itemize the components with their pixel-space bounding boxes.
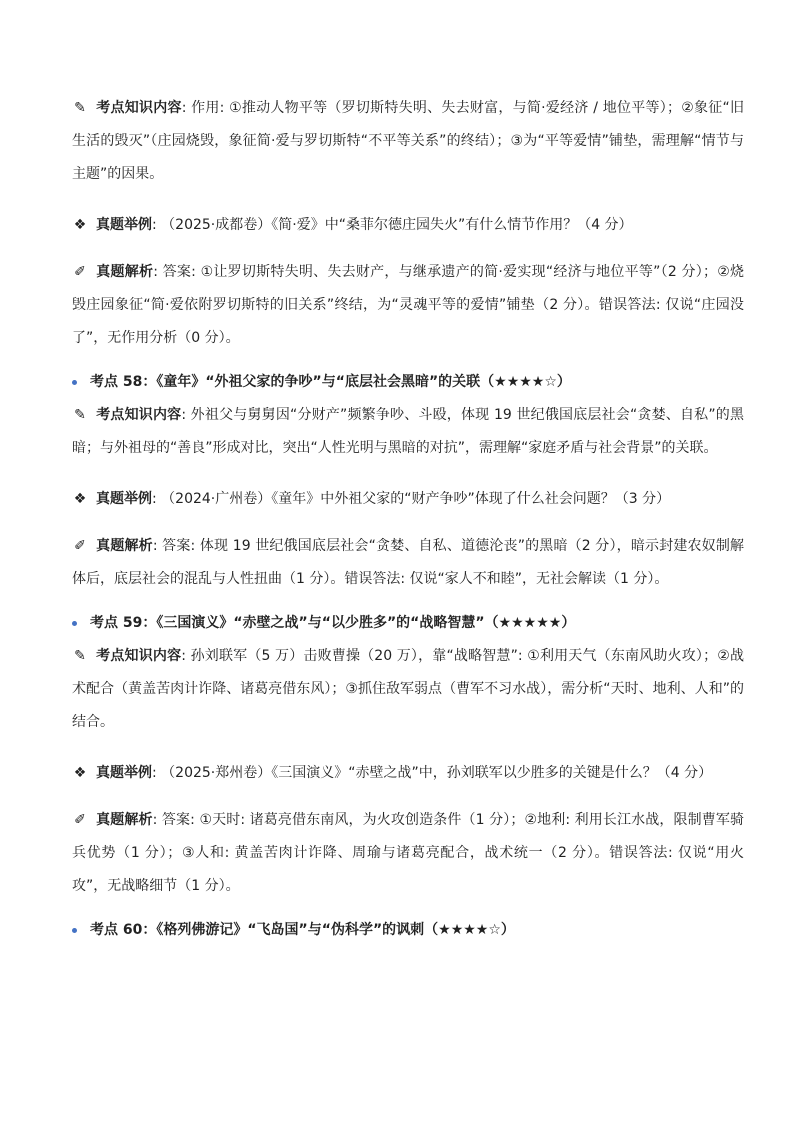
example-label: 真题举例 [96,491,152,507]
pencil-icon: ✎ [74,100,86,116]
analysis-paragraph [72,256,744,355]
section-heading-text: 考点 60：《格列佛游记》“飞岛国”与“伪科学”的讽刺（★★★★☆） [90,922,515,938]
knowledge-label: 考点知识内容 [96,407,182,423]
section-heading-text: 考点 59：《三国演义》“赤壁之战”与“以少胜多”的“战略智慧”（★★★★★） [90,615,576,631]
example-paragraph [72,209,744,242]
knowledge-paragraph [72,92,744,191]
analysis-paragraph [72,804,744,903]
section-heading [72,914,744,947]
knowledge-text: : 孙刘联军（5 万）击败曹操（20 万），靠“战略智慧”: ①利用天气（东南风助火攻）；②战术配合（黄盖苦肉计诈降、诸葛亮借东风）；③抓住敌军弱点（曹军不习水战），需分析“天时、地利、人和”的结合。 [72,648,745,730]
diamond-bullet-icon: ❖ [73,765,87,781]
example-paragraph [72,757,744,790]
knowledge-paragraph [72,640,744,739]
example-label: 真题举例 [96,765,152,781]
section-heading [72,607,744,640]
analysis-paragraph [72,530,744,596]
analysis-text: : 答案: ①天时: 诸葛亮借东南风，为火攻创造条件（1 分）；②地利: 利用长江水战，限制曹军骑兵优势（1 分）；③人和: 黄盖苦肉计诈降、周瑜与诸葛亮配合，战术统一（2 分）。错误答法: 仅说“用火攻”，无战略细节（1 分）。 [72,812,745,894]
ruler-pencil-icon: ✐ [74,538,86,554]
knowledge-text: : 作用: ①推动人物平等（罗切斯特失明、失去财富，与简·爱经济 / 地位平等）；②象征“旧生活的毁灭”（庄园烧毁，象征简·爱与罗切斯特“不平等关系”的终结）；③为“平等爱情”铺垫，需理解“情节与主题”的因果。 [72,100,744,182]
analysis-label: 真题解析 [96,264,154,280]
knowledge-label: 考点知识内容 [96,648,182,664]
bullet-dot-icon [72,621,77,626]
section-heading [72,366,744,399]
analysis-label: 真题解析 [96,538,153,554]
diamond-bullet-icon: ❖ [73,491,87,507]
bullet-dot-icon [72,928,77,933]
ruler-pencil-icon: ✐ [74,264,86,280]
analysis-text: : 答案: ①让罗切斯特失明、失去财产，与继承遗产的简·爱实现“经济与地位平等”（2 分）；②烧毁庄园象征“简·爱依附罗切斯特的旧关系”终结，为“灵魂平等的爱情”铺垫（2 分）。错误答法: 仅说“庄园没了”，无作用分析（0 分）。 [72,264,744,346]
example-paragraph [72,483,744,516]
example-text: : （2025·成都卷）《简·爱》中“桑菲尔德庄园失火”有什么情节作用？（4 分） [152,217,633,233]
knowledge-text: : 外祖父与舅舅因“分财产”频繁争吵、斗殴，体现 19 世纪俄国底层社会“贪婪、自私”的黑暗；与外祖母的“善良”形成对比，突出“人性光明与黑暗的对抗”，需理解“家庭矛盾与社会背景”的关联。 [72,407,744,456]
section-heading-text: 考点 58：《童年》“外祖父家的争吵”与“底层社会黑暗”的关联（★★★★☆） [90,374,571,390]
example-text: : （2025·郑州卷）《三国演义》“赤壁之战”中，孙刘联军以少胜多的关键是什么？（4 分） [152,765,713,781]
analysis-label: 真题解析 [96,812,153,828]
pencil-icon: ✎ [74,648,86,664]
knowledge-label: 考点知识内容 [96,100,182,116]
example-text: : （2024·广州卷）《童年》中外祖父家的“财产争吵”体现了什么社会问题？（3 分） [152,491,671,507]
analysis-text: : 答案: 体现 19 世纪俄国底层社会“贪婪、自私、道德沦丧”的黑暗（2 分），暗示封建农奴制解体后，底层社会的混乱与人性扭曲（1 分）。错误答法: 仅说“家人不和睦”，无社会解读（1 分）。 [72,538,744,587]
bullet-dot-icon [72,380,77,385]
document-page [72,92,744,947]
ruler-pencil-icon: ✐ [74,812,86,828]
diamond-bullet-icon: ❖ [73,217,87,233]
knowledge-paragraph [72,399,744,465]
pencil-icon: ✎ [74,407,86,423]
example-label: 真题举例 [96,217,152,233]
